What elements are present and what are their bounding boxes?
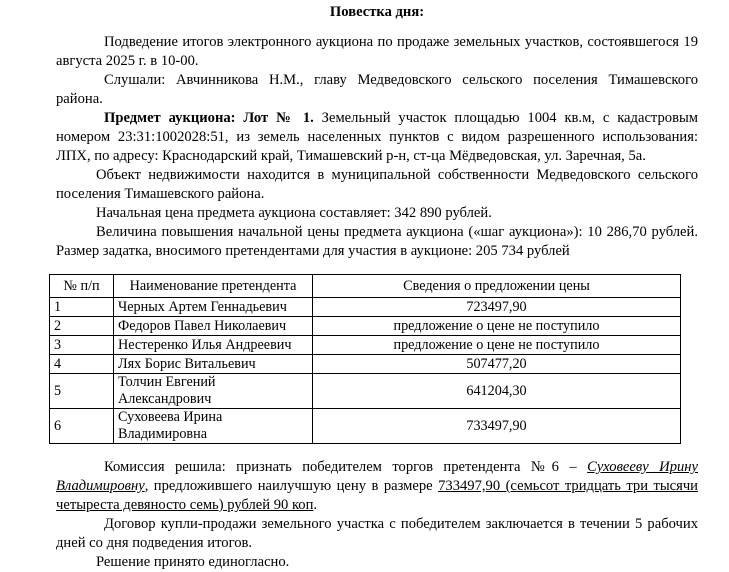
decision-text-1: Комиссия решила: признать победителем торгов претендента №6 – (104, 459, 588, 475)
bid-value: 507477,20 (313, 355, 681, 374)
bidder-name: Черных Артем Геннадьевич (114, 298, 313, 317)
table-row (50, 298, 681, 317)
agenda-title: Повестка дня: (329, 4, 425, 20)
lot-paragraph (56, 109, 698, 166)
auction-step-paragraph: Величина повышения начальной цены предмета аукциона («шаг аукциона»): 10 286,70 рублей. Размер задатка, вносимого претендентами для участия в аукционе: 205 734 рублей (56, 224, 698, 259)
auction-summary-paragraph: Подведение итогов электронного аукциона по продаже земельных участков, состоявшегося 19 августа 2025 г. в 10-00. (56, 34, 698, 69)
bid-value: 733497,90 (313, 409, 681, 444)
row-number: 5 (50, 374, 114, 409)
row-number: 3 (50, 336, 114, 355)
row-number: 4 (50, 355, 114, 374)
column-header-name: Наименование претендента (114, 275, 313, 298)
bid-value: 641204,30 (313, 374, 681, 409)
unanimous-decision: Решение принято единогласно. (96, 554, 290, 570)
row-number: 1 (50, 298, 114, 317)
bid-value: предложение о цене не поступило (313, 336, 681, 355)
decision-paragraph (56, 458, 698, 515)
bid-value: 723497,90 (313, 298, 681, 317)
table-row (50, 355, 681, 374)
bid-value: предложение о цене не поступило (313, 317, 681, 336)
column-header-price: Сведения о предложении цены (313, 275, 681, 298)
bidder-name: Нестеренко Илья Андреевич (114, 336, 313, 355)
contract-paragraph: Договор купли-продажи земельного участка с победителем заключается в течении 5 рабочих дней со дня подведения итогов. (56, 516, 698, 551)
decision-text-2: , предложившего наилучшую цену в размере (144, 478, 439, 494)
heard-paragraph: Слушали: Авчинникова Н.М., главу Медведовского сельского поселения Тимашевского района. (56, 72, 698, 107)
ownership-paragraph: Объект недвижимости находится в муниципальной собственности Медведовского сельского поселения Тимашевского района. (56, 167, 698, 202)
table-row (50, 317, 681, 336)
document-page (56, 0, 698, 572)
table-row (50, 374, 681, 409)
bidder-name: Суховеева Ирина Владимировна (114, 409, 313, 444)
winning-price: 733497,90 (семьсот тридцать три тысячи четыреста девяносто семь) рублей 90 коп (56, 478, 698, 513)
row-number: 2 (50, 317, 114, 336)
bidders-table (49, 274, 681, 444)
decision-text-3: . (313, 497, 318, 513)
table-row (50, 409, 681, 444)
start-price-paragraph: Начальная цена предмета аукциона составляет: 342 890 рублей. (96, 205, 492, 221)
table-header-row (50, 275, 681, 298)
bidder-name: Лях Борис Витальевич (114, 355, 313, 374)
winner-name: Суховееву Ирину Владимировну (56, 459, 699, 494)
lot-heading: Предмет аукциона: Лот № 1. (104, 110, 314, 126)
lot-description: Земельный участок площадью 1004 кв.м, с кадастровым номером 23:31:1002028:51, из земель населенных пунктов с видом разрешенного использования: ЛПХ, по адресу: Краснодарский край, Тимашевский р-н, ст-ца Мёдведовская, ул. Заречная, 5а. (56, 110, 698, 164)
bidder-name: Федоров Павел Николаевич (114, 317, 313, 336)
table-row (50, 336, 681, 355)
bidder-name: Толчин Евгений Александрович (114, 374, 313, 409)
row-number: 6 (50, 409, 114, 444)
column-header-number: № п/п (50, 275, 114, 298)
